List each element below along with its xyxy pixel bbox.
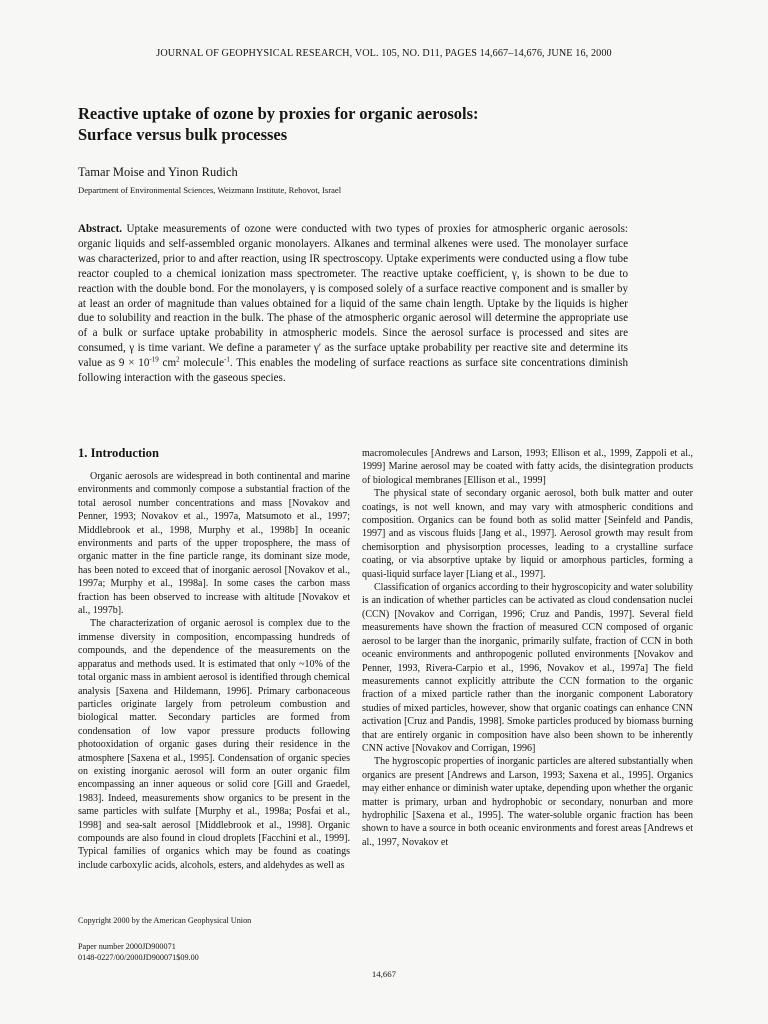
abstract-text-4: . This enables the modeling of surface reactions as surface site concentrations diminish following interaction with the gaseous species. xyxy=(78,357,629,385)
right-paragraph-2: The physical state of secondary organic aerosol, both bulk matter and outer coatings, is not well known, and may vary with atmospheric conditions and composition. Organics can be found both as solid matter [Seinfeld and Pandis, 1997] and as viscous fluids [Jang et al., 1997]. Aerosol growth may result from chemisorption and physisorption processes, leading to a crystalline surface coating, or via absorptive uptake by liquid or amorphous particles, forming a quasi-liquid surface layer [Liang et al., 1997]. xyxy=(362,488,693,580)
left-paragraph-1: Organic aerosols are widespread in both continental and marine environments and commonly compose a substantial fraction of the total aerosol number concentrations and mass [Novakov and Penner, 1993; Novakov et al., 1997a, Matsumoto et al., 1997; Middlebrook et al., 1998, Murphy et al., 1998b] In oceanic environments and parts of the upper troposphere, the mass of organic matter in the fine particle range, its dominant size mode, has been noted to exceed that of inorganic aerosol [Novakov et al., 1997a; Murphy et al., 1998a]. In some cases the carbon mass fraction has been observed to increase with altitude [Novakov et al., 1997b]. xyxy=(78,471,350,617)
right-column xyxy=(362,447,693,849)
authors: Tamar Moise and Yinon Rudich xyxy=(78,165,238,179)
abstract-text-1: Uptake measurements of ozone were conducted with two types of proxies for atmospheric organic aerosols: organic liquids and self-assembled organic monolayers. Alkanes and terminal alkenes were used. The monolayer surface was characterized, prior to and after reaction, using IR spectroscopy. Uptake experiments were conducted using a flow tube reactor coupled to a chemical ionization mass spectrometer. The reactive uptake coefficient, γ, is shown to be due to reaction with the double bond. For the monolayers, γ is composed solely of a surface reactive component and is smaller by at least an order of magnitude than values obtained for a liquid of the same chain length. Uptake by the liquids is higher due to solubility and reaction in the bulk. The phase of the atmospheric organic aerosol will determine the appropriate use of a bulk or surface uptake probability in atmospheric models. Since the aerosol surface is processed and sites are consumed, γ is time variant. We define a parameter γ′ as the surface uptake probability per reactive site and determine its value as 9 × 10 xyxy=(78,223,628,370)
abstract xyxy=(78,222,628,386)
abstract-label: Abstract. xyxy=(78,223,123,235)
right-paragraph-1: macromolecules [Andrews and Larson, 1993; Ellison et al., 1999, Zappoli et al., 1999] Marine aerosol may be coated with fatty acids, the disintegration products of biological membranes [Ellison et al., 1999] xyxy=(362,448,693,486)
left-paragraph-2: The characterization of organic aerosol is complex due to the immense diversity in composition, encompassing hundreds of compounds, and the dependence of the measurements on the apparatus and methods used. It is estimated that only ~10% of the total organic mass in ambient aerosol is identified through chemical analysis [Saxena and Hildemann, 1996]. Primary carbonaceous particles originate largely from petroleum combustion and biological matter. Secondary particles are formed from condensation of low vapor pressure products following photooxidation of organic gases during their residence in the atmosphere [Saxena et al., 1995]. Condensation of organic species on existing inorganic aerosol will form an outer organic film encompassing an inner aqueous or solid core [Gill and Graedel, 1983]. Indeed, measurements show organics to be present in the same particles with sulfate [Murphy et al., 1998a; Posfai et al., 1998] and sea-salt aerosol [Middlebrook et al., 1998]. Organic compounds are also found in cloud droplets [Facchini et al., 1999]. Typical families of organics which may be found as coatings include carboxylic acids, alcohols, esters, and aldehydes as well as xyxy=(78,618,350,871)
section-heading: 1. Introduction xyxy=(78,446,159,460)
left-column xyxy=(78,470,350,872)
affiliation: Department of Environmental Sciences, Weizmann Institute, Rehovot, Israel xyxy=(78,185,342,195)
abstract-exp-1: -19 xyxy=(149,355,159,364)
paper-number: Paper number 2000JD900071 xyxy=(78,942,176,951)
title-line-2: Surface versus bulk processes xyxy=(78,125,288,144)
paper-number-block xyxy=(78,942,199,963)
journal-header: JOURNAL OF GEOPHYSICAL RESEARCH, VOL. 105, NO. D11, PAGES 14,667–14,676, JUNE 16, 2000 xyxy=(156,48,612,59)
title-line-1: Reactive uptake of ozone by proxies for organic aerosols: xyxy=(78,104,479,123)
abstract-text-3: molecule xyxy=(179,357,225,370)
page-number: 14,667 xyxy=(371,969,397,979)
abstract-exp-3: -1 xyxy=(224,355,230,364)
abstract-exp-2: 2 xyxy=(176,355,180,364)
issn: 0148-0227/00/2000JD900071$09.00 xyxy=(78,952,199,962)
copyright: Copyright 2000 by the American Geophysical Union xyxy=(78,916,252,925)
right-paragraph-4: The hygroscopic properties of inorganic particles are altered substantially when organics are present [Andrews and Larson, 1993; Saxena et al., 1995]. Organics may either enhance or diminish water uptake, depending upon whether the organic matter is primary, urban and hydrophobic or secondary, nonurban and more hydrophilic [Saxena et al., 1995]. The water-soluble organic fraction has been shown to have a source in both oceanic environments and forest areas [Andrews et al., 1997, Novakov et xyxy=(362,756,693,848)
abstract-text-2: cm xyxy=(158,357,177,370)
paper-title xyxy=(78,103,638,145)
right-paragraph-3: Classification of organics according to their hygroscopicity and water solubility is an indication of whether particles can be activated as cloud condensation nuclei (CCN) [Novakov and Corrigan, 1996; Cruz and Pandis, 1997]. Several field measurements have shown the fraction of measured CCN composed of organic aerosol to be larger than the inorganic, primarily sulfate, fraction of CCN in both oceanic environments and anthropogenic polluted environments [Novakov and Penner, 1993, Rivera-Carpio et al., 1996, Novakov et al., 1997a] The field measurements cannot explicitly attribute the CCN formation to the organic fraction of a mixed particle rather than the inorganic component Laboratory studies of mixed particles, however, show that organic coatings can enhance CNN activation [Cruz and Pandis, 1998]. Smoke particles produced by biomass burning that are entirely organic in composition have also been shown to be inherently CNN active [Novakov and Corrigan, 1996] xyxy=(362,582,693,754)
